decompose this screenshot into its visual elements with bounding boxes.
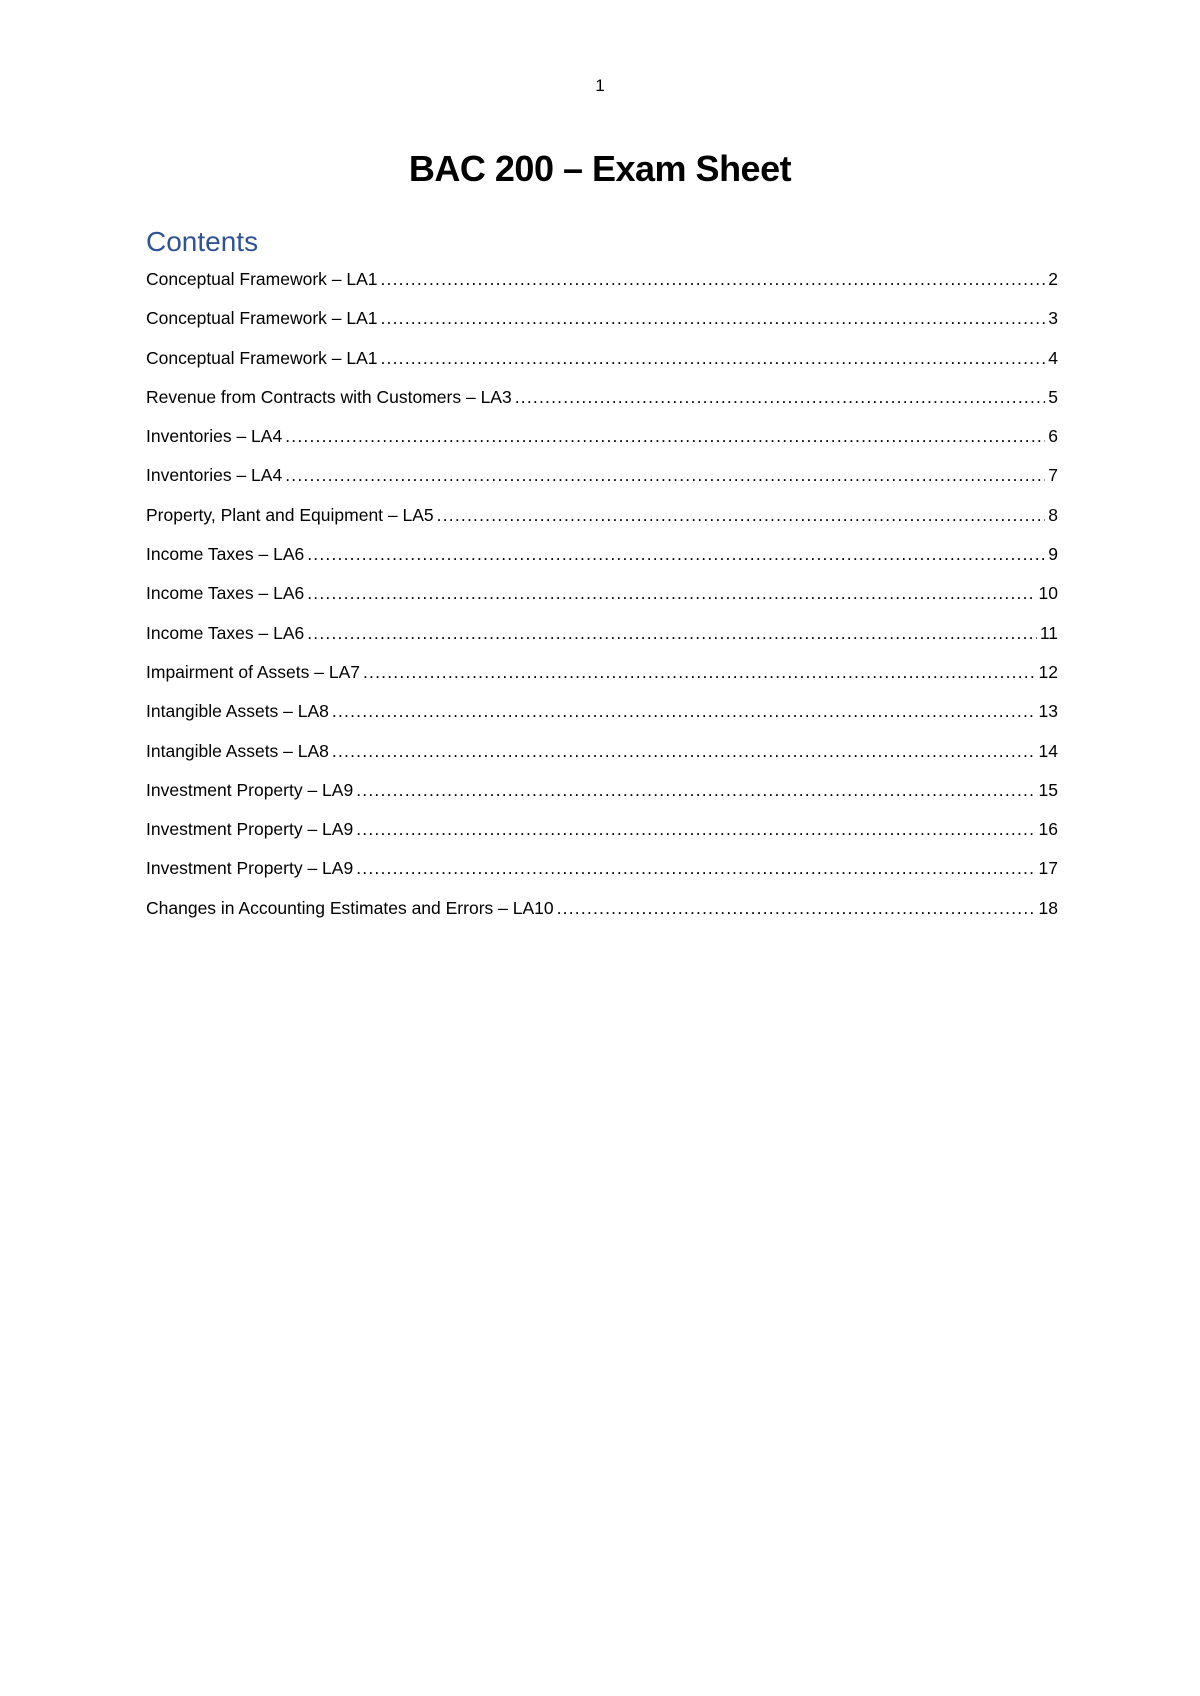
toc-entry[interactable] xyxy=(146,856,1058,895)
toc-entry-page[interactable]: 11 xyxy=(1039,622,1058,643)
toc-dot-leader xyxy=(307,542,1045,566)
toc-entry-title[interactable]: Changes in Accounting Estimates and Errors – LA10 xyxy=(146,897,554,918)
toc-entry-title[interactable]: Income Taxes – LA6 xyxy=(146,583,305,604)
toc-dot-leader xyxy=(381,267,1046,291)
toc-entry-title[interactable]: Conceptual Framework – LA1 xyxy=(146,269,378,289)
toc-entry-page[interactable]: 4 xyxy=(1048,347,1058,368)
toc-entry-page[interactable]: 14 xyxy=(1038,740,1058,761)
toc-dot-leader xyxy=(515,385,1046,409)
toc-entry-page[interactable]: 5 xyxy=(1048,386,1058,407)
toc-dot-leader xyxy=(557,896,1036,920)
toc-dot-leader xyxy=(356,778,1035,802)
toc-heading: Contents xyxy=(146,226,259,257)
page-number: 1 xyxy=(595,76,605,95)
toc-dot-leader xyxy=(381,346,1046,370)
toc-entry-page[interactable]: 7 xyxy=(1048,465,1058,486)
toc-entry[interactable] xyxy=(146,424,1058,463)
toc-entry-page[interactable]: 16 xyxy=(1038,819,1058,840)
toc-entry-page[interactable]: 18 xyxy=(1038,897,1058,918)
toc-entry-page[interactable]: 13 xyxy=(1038,701,1058,722)
toc-entry-title[interactable]: Conceptual Framework – LA1 xyxy=(146,308,378,329)
toc-entry-title[interactable]: Intangible Assets – LA8 xyxy=(146,701,329,722)
toc-entry-title[interactable]: Property, Plant and Equipment – LA5 xyxy=(146,504,434,525)
toc-entry-page[interactable]: 3 xyxy=(1048,308,1058,329)
toc-entry-page[interactable]: 6 xyxy=(1048,426,1058,447)
toc-entry-page[interactable]: 8 xyxy=(1048,504,1058,525)
toc-entry[interactable] xyxy=(146,817,1058,856)
toc-entry-title[interactable]: Inventories – LA4 xyxy=(146,426,283,447)
toc-entry[interactable] xyxy=(146,463,1058,502)
toc-entry[interactable] xyxy=(146,660,1058,699)
toc-entry[interactable] xyxy=(146,306,1058,345)
toc-dot-leader xyxy=(356,817,1035,841)
toc-entry-page[interactable]: 12 xyxy=(1038,661,1058,682)
toc-dot-leader xyxy=(285,424,1045,448)
toc-entry-title[interactable]: Revenue from Contracts with Customers – LA3 xyxy=(146,386,512,407)
toc-entry-page[interactable]: 10 xyxy=(1038,583,1058,604)
toc-entry[interactable] xyxy=(146,267,1058,306)
toc-dot-leader xyxy=(285,463,1045,487)
toc-entry-title[interactable]: Intangible Assets – LA8 xyxy=(146,740,329,761)
toc-entry-title[interactable]: Investment Property – LA9 xyxy=(146,779,354,800)
toc-dot-leader xyxy=(332,699,1036,723)
toc-entry-title[interactable]: Income Taxes – LA6 xyxy=(146,622,305,643)
toc-dot-leader xyxy=(356,856,1035,880)
toc-entry[interactable] xyxy=(146,503,1058,542)
toc-entry[interactable] xyxy=(146,621,1058,660)
toc-entry-title[interactable]: Investment Property – LA9 xyxy=(146,819,354,840)
toc-dot-leader xyxy=(307,621,1037,645)
toc-entry[interactable] xyxy=(146,385,1058,424)
toc-entry-title[interactable]: Investment Property – LA9 xyxy=(146,858,354,879)
toc-entry-page[interactable]: 2 xyxy=(1048,269,1058,289)
toc-entry[interactable] xyxy=(146,581,1058,620)
toc-entry[interactable] xyxy=(146,896,1058,935)
toc-entry-page[interactable]: 9 xyxy=(1048,544,1058,565)
toc-entry[interactable] xyxy=(146,739,1058,778)
toc-entry-page[interactable]: 17 xyxy=(1038,858,1058,879)
toc-entry-title[interactable]: Income Taxes – LA6 xyxy=(146,544,305,565)
table-of-contents xyxy=(146,267,1058,935)
toc-entry[interactable] xyxy=(146,542,1058,581)
toc-entry-title[interactable]: Conceptual Framework – LA1 xyxy=(146,347,378,368)
toc-entry-page[interactable]: 15 xyxy=(1038,779,1058,800)
toc-entry-title[interactable]: Impairment of Assets – LA7 xyxy=(146,661,360,682)
toc-entry[interactable] xyxy=(146,778,1058,817)
toc-dot-leader xyxy=(363,660,1036,684)
toc-dot-leader xyxy=(332,739,1036,763)
toc-entry-title[interactable]: Inventories – LA4 xyxy=(146,465,283,486)
toc-dot-leader xyxy=(381,306,1046,330)
toc-dot-leader xyxy=(307,581,1035,605)
toc-entry[interactable] xyxy=(146,699,1058,738)
document-title: BAC 200 – Exam Sheet xyxy=(408,148,792,189)
toc-dot-leader xyxy=(437,503,1046,527)
toc-entry[interactable] xyxy=(146,346,1058,385)
